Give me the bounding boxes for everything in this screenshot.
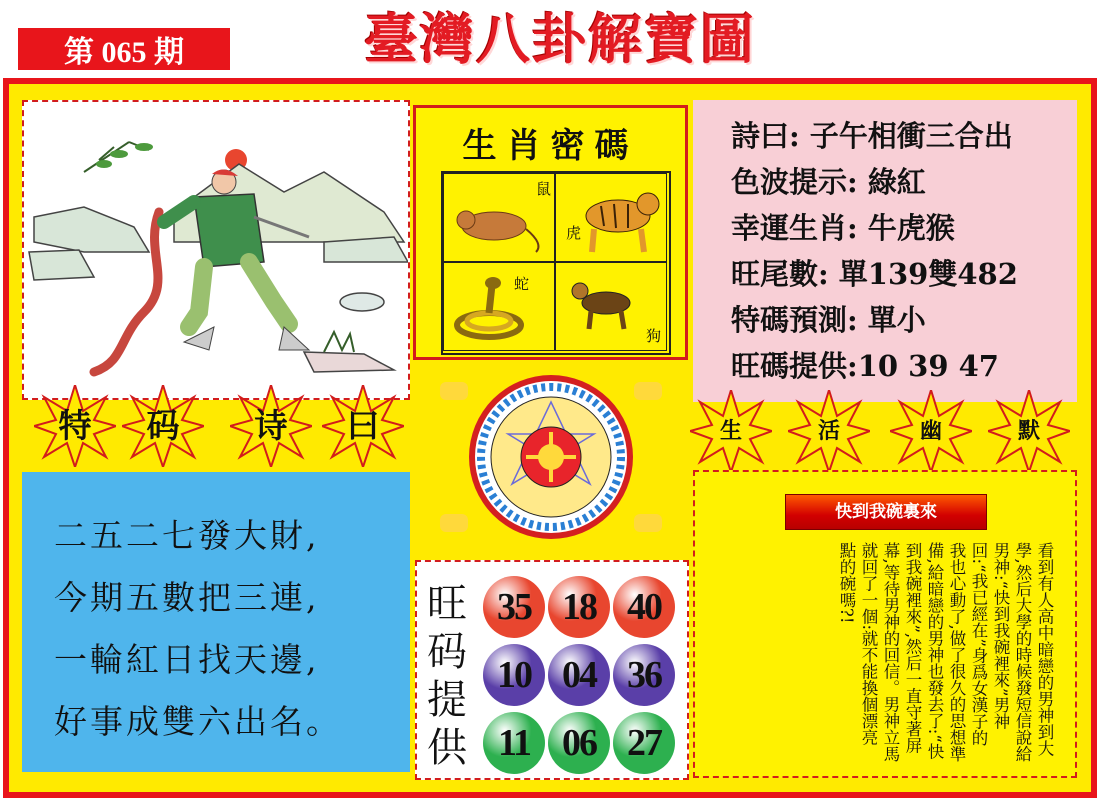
bagua-wheel-graphic — [440, 372, 662, 542]
zodiac-code-box — [413, 105, 688, 360]
poem-line-1: 二五二七發大財, — [54, 516, 320, 555]
hot-numbers-label: 旺 码 提 供 — [427, 581, 467, 771]
number-ball: 35 — [483, 576, 545, 638]
poem-box — [22, 472, 410, 772]
star-char-5: 生 — [719, 418, 742, 444]
zodiac-title: 生肖密碼 — [462, 126, 639, 166]
zodiac-label-dog: 狗 — [646, 327, 662, 345]
info-tail-number-line: 旺尾數: 單139雙482 — [731, 257, 1018, 291]
number-ball: 40 — [613, 576, 675, 638]
star-char-8: 默 — [1017, 418, 1040, 444]
star-badge-7 — [890, 390, 972, 472]
info-color-line: 色波提示: 綠紅 — [731, 165, 926, 199]
star-badge-4 — [322, 385, 404, 467]
zodiac-label-tiger: 虎 — [566, 224, 582, 242]
star-char-1: 特 — [58, 406, 92, 445]
number-ball: 36 — [613, 644, 675, 706]
star-char-7: 幽 — [919, 418, 942, 444]
tiger-icon — [556, 174, 666, 262]
poem-line-4: 好事成雙六出名。 — [54, 702, 342, 741]
poem-line-2: 今期五數把三連, — [54, 578, 320, 617]
zodiac-label-rat: 鼠 — [536, 180, 552, 198]
star-badge-5 — [690, 390, 772, 472]
bagua-wheel — [440, 372, 662, 542]
star-badge-1 — [34, 385, 116, 467]
number-ball: 18 — [548, 576, 610, 638]
number-ball: 06 — [548, 712, 610, 774]
star-badge-3 — [230, 385, 312, 467]
story-text: 看到有人高中暗戀的男神到大學,然后大學的時候發短信說給男神:“快到我碗裡來”男神回:“我已經在”身爲女漢子的我也心動了,做了很久的思想準備,給暗戀的男神也發去了:“快到我碗裡來”,然后一直守著屏幕,等待男神的回信。男神立馬就回了一個:就不能換個漂亮點的碗嗎?! — [837, 542, 1054, 762]
zodiac-cell-rat — [443, 173, 555, 262]
star-char-3: 诗 — [254, 406, 288, 445]
zodiac-label-snake: 蛇 — [514, 275, 530, 293]
page-title: 臺灣八卦解寶圖 — [364, 7, 756, 71]
poem-line-3: 一輪紅日找天邊, — [54, 640, 320, 679]
star-char-6: 活 — [817, 418, 840, 444]
info-poem-line: 詩曰: 子午相衝三合出 — [731, 119, 1013, 153]
star-badge-2 — [122, 385, 204, 467]
snake-icon — [444, 263, 554, 351]
star-badge-8 — [988, 390, 1070, 472]
story-title: 快到我碗裏來 — [785, 494, 987, 530]
joke-story-box — [693, 470, 1077, 778]
star-badge-6 — [788, 390, 870, 472]
star-char-2: 码 — [146, 406, 180, 445]
snake-man-illustration — [24, 102, 408, 398]
hot-numbers-box — [415, 560, 689, 780]
number-ball: 27 — [613, 712, 675, 774]
info-hot-numbers-line: 旺碼提供:10 39 47 — [731, 349, 999, 383]
issue-number: 第 065 期 — [18, 28, 230, 70]
info-special-prediction-line: 特碼預測: 單小 — [731, 303, 926, 337]
number-ball: 10 — [483, 644, 545, 706]
prediction-info-box — [693, 100, 1077, 402]
illustration-panel — [22, 100, 410, 400]
info-lucky-zodiac-line: 幸運生肖: 牛虎猴 — [731, 211, 955, 245]
number-ball: 11 — [483, 712, 545, 774]
zodiac-cell-snake — [443, 262, 555, 351]
number-ball: 04 — [548, 644, 610, 706]
zodiac-grid — [441, 171, 671, 355]
star-char-4: 曰 — [346, 406, 380, 445]
zodiac-cell-dog — [555, 262, 667, 351]
zodiac-cell-tiger — [555, 173, 667, 262]
